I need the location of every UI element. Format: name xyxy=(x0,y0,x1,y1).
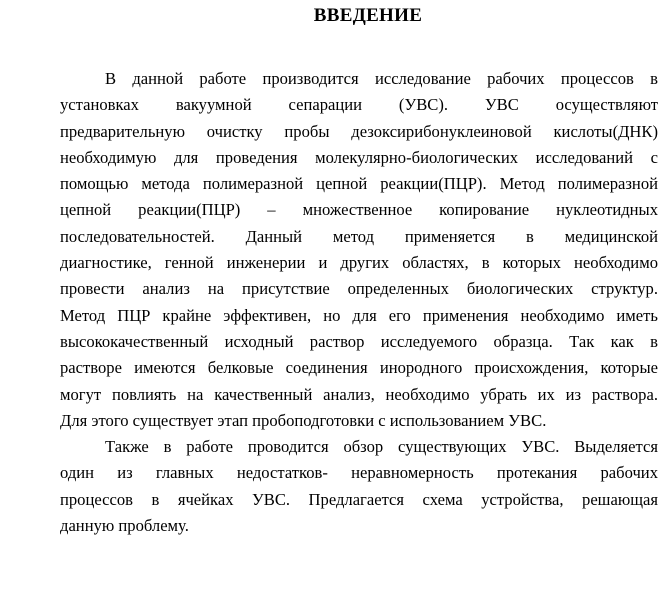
paragraph-line: данную проблему. xyxy=(60,516,189,536)
paragraph-line: помощью метода полимеразной цепной реакции(ПЦР). Метод полимеразной xyxy=(60,174,658,194)
paragraph-line: Метод ПЦР крайне эффективен, но для его применения необходимо иметь xyxy=(60,305,658,325)
paragraph-line: один из главных недостатков- неравномерность протекания рабочих xyxy=(60,463,658,483)
document-title: ВВЕДЕНИЕ xyxy=(313,5,423,26)
paragraph-line: последовательностей. Данный метод применяется в медицинской xyxy=(60,226,658,246)
paragraph-line: процессов в ячейках УВС. Предлагается схема устройства, решающая xyxy=(60,489,658,509)
paragraph-line: растворе имеются белковые соединения инородного происхождения, которые xyxy=(60,358,658,378)
paragraph-line: могут повлиять на качественный анализ, необходимо убрать их из раствора. xyxy=(60,384,658,404)
paragraph-line: установках вакуумной сепарации (УВС). УВС осуществляют xyxy=(60,95,658,115)
paragraph-line: Также в работе проводится обзор существующих УВС. Выделяется xyxy=(105,437,658,457)
paragraph-line: В данной работе производится исследование рабочих процессов в xyxy=(105,69,658,88)
paragraph-line: Для этого существует этап пробоподготовки с использованием УВС. xyxy=(60,410,547,430)
paragraph-1 xyxy=(60,66,658,434)
paragraph-line: провести анализ на присутствие определенных биологических структур. xyxy=(60,279,658,299)
paragraph-line: необходимую для проведения молекулярно-биологических исследований с xyxy=(60,147,658,167)
paragraph-line: предварительную очистку пробы дезоксирибонуклеиновой кислоты(ДНК) xyxy=(60,121,658,141)
paragraph-line: высококачественный исходный раствор исследуемого образца. Так как в xyxy=(60,331,658,351)
document-body xyxy=(60,66,658,539)
paragraph-line: диагностике, генной инженерии и других областях, в которых необходимо xyxy=(60,253,658,273)
paragraph-2 xyxy=(60,434,658,539)
paragraph-line: цепной реакции(ПЦР) – множественное копирование нуклеотидных xyxy=(60,200,658,220)
